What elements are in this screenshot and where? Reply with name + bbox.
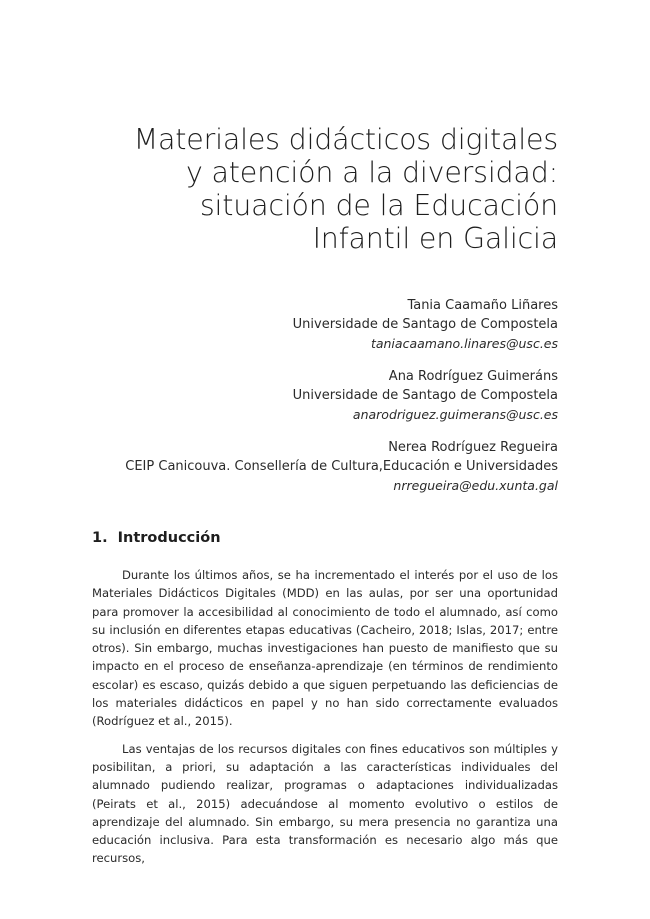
section-title: Introducción xyxy=(117,530,221,546)
author-email[interactable]: taniacaamano.linares@usc.es xyxy=(370,336,558,351)
title-line: y atención a la diversidad: xyxy=(185,156,558,189)
paragraph: Las ventajas de los recursos digitales con fines educativos son múltiples y posibilitan, a priori, su adaptación a las características individuales del alumnado pudiendo realizar, programas o adaptaciones individualizadas (Peirats et al., 2015) adecuándose al momento evolutivo o estilos de aprendizaje del alumnado. Sin embargo, su mera presencia no garantiza una educación inclusiva. Para esta transformación es necesario algo más que recursos, xyxy=(92,741,558,866)
author-affiliation: Universidade de Santago de Compostela xyxy=(292,388,558,403)
section-number: 1. xyxy=(92,530,108,546)
author-entry xyxy=(38,438,558,495)
paper-title xyxy=(88,123,558,255)
section-heading xyxy=(92,530,221,546)
author-name: Ana Rodríguez Guimeráns xyxy=(388,369,558,384)
body-text xyxy=(92,566,558,877)
author-name: Tania Caamaño Liñares xyxy=(407,298,558,313)
author-affiliation: CEIP Canicouva. Consellería de Cultura,Educación e Universidades xyxy=(125,459,558,474)
author-affiliation: Universidade de Santago de Compostela xyxy=(292,317,558,332)
title-line: Infantil en Galicia xyxy=(312,222,558,255)
author-name: Nerea Rodríguez Regueira xyxy=(388,440,558,455)
author-email[interactable]: anarodriguez.guimerans@usc.es xyxy=(352,407,558,422)
title-line: situación de la Educación xyxy=(199,189,558,222)
author-block xyxy=(38,296,558,509)
author-email[interactable]: nrregueira@edu.xunta.gal xyxy=(393,478,558,493)
author-entry xyxy=(38,296,558,353)
paragraph: Durante los últimos años, se ha incrementado el interés por el uso de los Materiales Didácticos Digitales (MDD) en las aulas, por ser una oportunidad para promover la accesibilidad al conocimiento de todo el alumnado, así como su inclusión en diferentes etapas educativas (Cacheiro, 2018; Islas, 2017; entre otros). Sin embargo, muchas investigaciones han puesto de manifiesto que su impacto en el proceso de enseñanza-aprendizaje (en términos de rendimiento escolar) es escaso, quizás debido a que siguen perpetuando las deficiencias de los materiales didácticos en papel y no han sido correctamente evaluados (Rodríguez et al., 2015). xyxy=(92,568,558,729)
title-line: Materiales didácticos digitales xyxy=(133,123,558,156)
author-entry xyxy=(38,367,558,424)
